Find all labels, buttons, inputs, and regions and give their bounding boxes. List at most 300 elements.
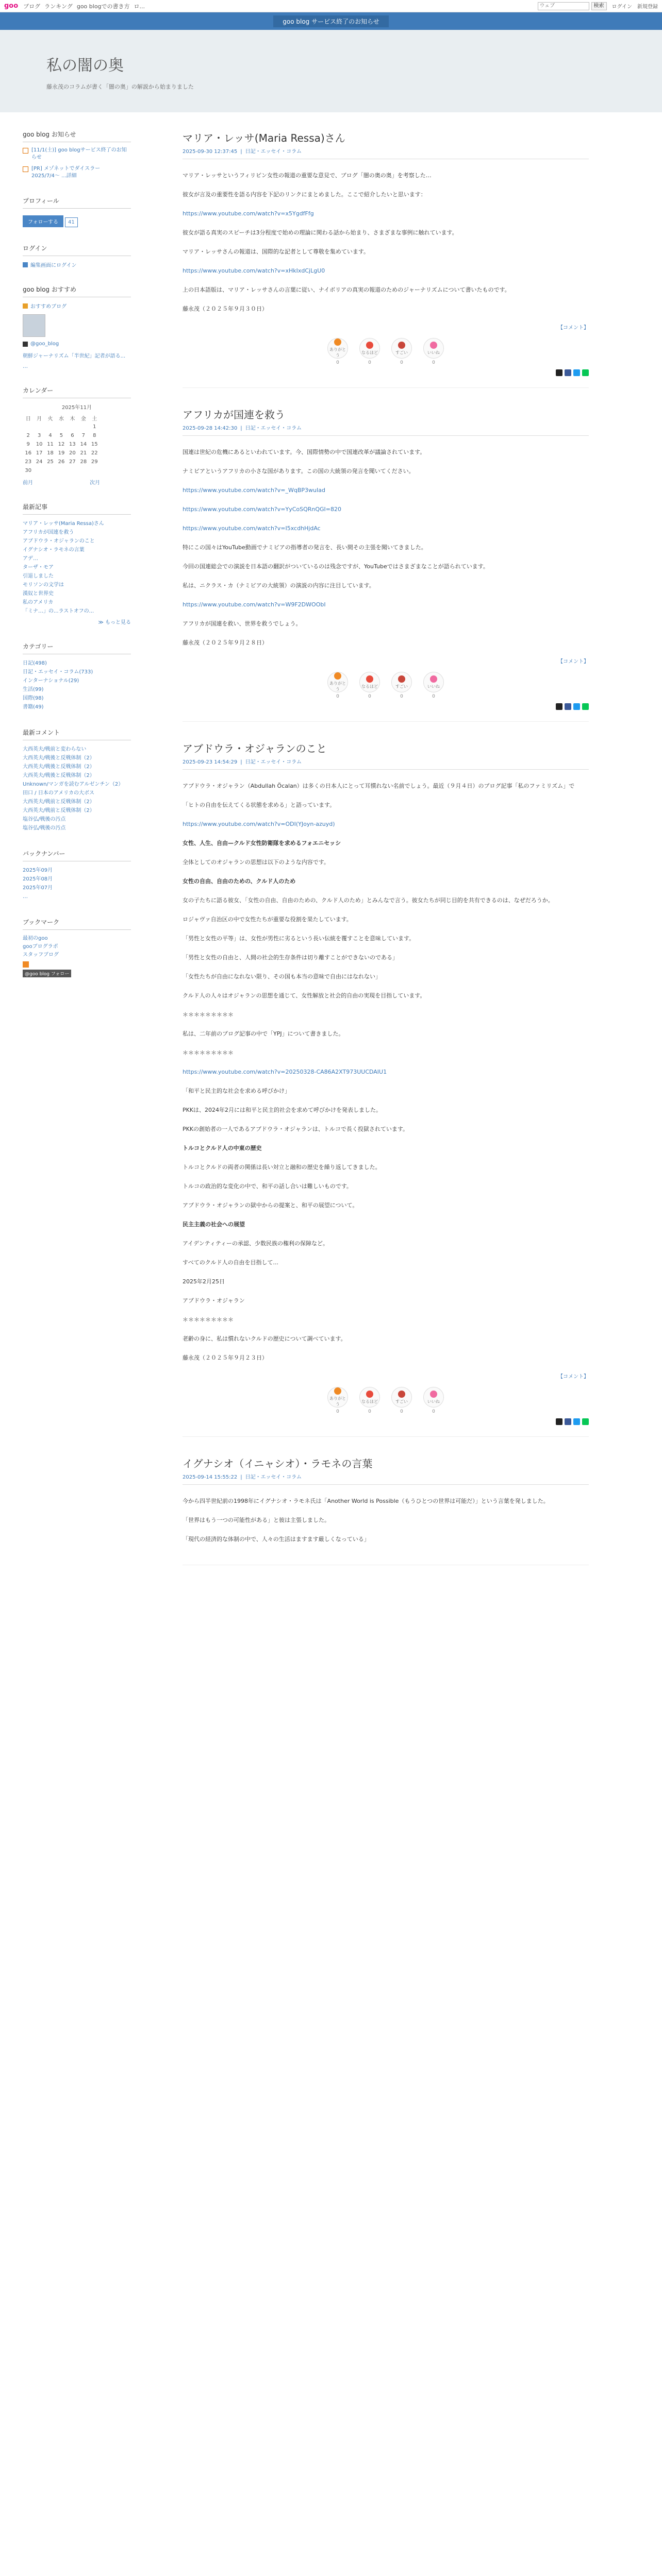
facebook-share-icon[interactable] <box>565 1418 571 1425</box>
recent-more-link[interactable]: ≫ もっと見る <box>98 620 131 625</box>
list-item[interactable]: マリア・レッサ(Maria Ressa)さん <box>23 521 104 527</box>
paragraph: PKKは、2024年2月には和平と民主的社会を求めて呼びかけを発表しました。 <box>183 1107 382 1113</box>
notice-item[interactable] <box>23 147 131 161</box>
paragraph: アブドウラ・オジャラン（Abdullah Öcalan）は多くの日本人にとって耳慣れない名前でしょう。最近（９月４日）のブログ記事「私のファミリズム」で <box>183 783 575 789</box>
entry-date: 2025-09-14 15:55:22 <box>183 1475 238 1480</box>
video-link[interactable]: https://www.youtube.com/watch?v=x5YgdfFfg <box>183 210 314 217</box>
blog-entry <box>183 130 589 388</box>
stamp-icon <box>366 342 373 349</box>
stamp-count: 0 <box>368 694 371 699</box>
calendar-day[interactable]: 22 <box>91 450 98 456</box>
calendar-day[interactable]: 1 <box>93 424 96 430</box>
entry-body <box>183 447 589 648</box>
nav-ranking[interactable]: ランキング <box>44 3 73 10</box>
nav-more[interactable]: ロ... <box>134 3 145 10</box>
avatar[interactable] <box>23 314 45 337</box>
bookmark-box <box>23 918 131 977</box>
list-item[interactable]: アフリカが国連を救う <box>23 530 74 535</box>
feed-row <box>23 961 131 968</box>
line-share-icon[interactable] <box>582 369 589 376</box>
share-row <box>183 703 589 710</box>
stamp-count: 0 <box>336 694 339 699</box>
calendar-day[interactable]: 18 <box>47 450 54 456</box>
paragraph: 今回の国連総会での演説を日本語の翻訳がついているのは残念ですが、YouTubeではさまざまなことが語られています。 <box>183 563 489 570</box>
calendar-day[interactable] <box>34 466 44 475</box>
prev-month-link[interactable]: 前月 <box>23 480 33 486</box>
list-item[interactable]: 2025年08月 <box>23 876 53 882</box>
recommend-box <box>23 285 131 369</box>
entry-title[interactable]: マリア・レッサ(Maria Ressa)さん <box>183 132 345 144</box>
calendar-day[interactable] <box>89 466 100 475</box>
stamp-count: 0 <box>368 360 371 365</box>
login-heading: ログイン <box>23 244 131 256</box>
recent-box <box>23 502 131 625</box>
video-link[interactable]: https://www.youtube.com/watch?v=20250328-CA86A2XT973UUCDAIU1 <box>183 1069 387 1075</box>
paragraph: 国連は世紀の危機にあるといわれています。今、国際情勢の中で国連改革が議論されています。 <box>183 449 426 455</box>
paragraph: 「和平と民主的な社会を求める呼びかけ」 <box>183 1088 290 1094</box>
list-item[interactable]: 大西英夫/戦後と反戦体制（2） <box>23 764 95 770</box>
paragraph: 上の日本語版は、マリア・レッサさんの言葉に従い、ナイボリアの真実の報道のためのジャーナリズムについて書いたものです。 <box>183 286 510 293</box>
paragraph: 彼女が言及の重要性を語る内容を下記のリンクにまとめました。ここで紹介したいと思います： <box>183 191 426 198</box>
nav-howto[interactable]: goo blogでの書き方 <box>76 3 130 10</box>
paragraph: 私は、ニクラス・カ（ナミビアの大統領）の演説の内容に注目しています。 <box>183 582 375 589</box>
calendar-day[interactable] <box>45 422 56 431</box>
section-heading: トルコとクルド人の中東の歴史 <box>183 1145 262 1151</box>
stamp-button[interactable] <box>423 338 444 365</box>
list-item[interactable]: 大西英夫/戦前と変わらない <box>23 747 87 752</box>
share-row <box>183 369 589 376</box>
stamp-circle[interactable] <box>327 1387 348 1408</box>
blog-entry <box>183 740 589 1437</box>
weekday: 水 <box>58 416 64 422</box>
entry-category[interactable]: 日記・エッセイ・コラム <box>245 1475 302 1480</box>
sidebar <box>23 130 131 1584</box>
calendar-day[interactable]: 24 <box>36 459 43 465</box>
list-item[interactable]: インターナショナル(29) <box>23 678 79 684</box>
blog-title[interactable]: 私の闇の奥 <box>46 57 124 75</box>
facebook-share-icon[interactable] <box>565 703 571 710</box>
calendar-day[interactable]: 5 <box>59 433 63 438</box>
stamp-button[interactable] <box>327 672 348 699</box>
paragraph: ナミビアというアフリカの小さな国があります。この国の大統領の発言を聞いてください。 <box>183 468 415 474</box>
stamp-circle[interactable] <box>423 338 444 359</box>
video-link[interactable]: https://www.youtube.com/watch?v=ODI(YJoyn-azuyd) <box>183 821 335 827</box>
list-item[interactable]: 生活(99) <box>23 687 44 692</box>
list-item[interactable]: 日記(498) <box>23 660 47 666</box>
stamp-count: 0 <box>336 1409 339 1414</box>
list-item[interactable]: モリソンの文学は <box>23 582 64 588</box>
list-item[interactable]: アデ… <box>23 556 38 562</box>
x-share-icon[interactable] <box>556 369 562 376</box>
comments-box <box>23 728 131 833</box>
entry-meta: 2025-09-23 14:54:29 | 日記・エッセイ・コラム <box>183 757 589 770</box>
list-item[interactable]: 「ミナ…」の...ラストオフの... <box>23 608 94 614</box>
calendar-day[interactable]: 15 <box>91 442 98 447</box>
paragraph: トルコとクルドの両者の関係は長い対立と融和の歴史を繰り返してきました。 <box>183 1164 381 1171</box>
stamp-icon <box>430 342 437 349</box>
calendar-day[interactable]: 17 <box>36 450 43 456</box>
stamp-label: なるほど <box>361 350 378 355</box>
list-item[interactable]: ターザ・モア <box>23 565 54 570</box>
calendar-table <box>23 414 100 475</box>
stamp-circle[interactable] <box>359 672 380 692</box>
calendar-day[interactable]: 30 <box>25 468 32 473</box>
paragraph: アフリカが国連を救い、世界を救うでしょう。 <box>183 620 302 627</box>
register-link[interactable]: 新規登録 <box>637 4 658 10</box>
weekday: 木 <box>70 416 75 422</box>
calendar-day[interactable] <box>45 466 56 475</box>
calendar-day[interactable]: 29 <box>91 459 98 465</box>
stamp-icon <box>398 1391 405 1398</box>
paragraph: PKKの創始者の一人であるアブドウラ・オジャランは、トルコで長く投獄されています。 <box>183 1126 408 1132</box>
recommend-label[interactable]: … <box>23 364 28 369</box>
calendar-day[interactable]: 27 <box>69 459 76 465</box>
entry-category[interactable]: 日記・エッセイ・コラム <box>245 759 302 765</box>
list-item[interactable]: 大西英夫/戦後と反戦体制（2） <box>23 755 95 761</box>
stamp-count: 0 <box>336 360 339 365</box>
section-heading: 女性、人生、自由—クルド女性防衛隊を求めるフォエニセッシ <box>183 840 341 846</box>
calendar-day[interactable]: 3 <box>37 433 41 438</box>
login-link[interactable]: ログイン <box>611 4 632 10</box>
list-item[interactable]: 大西英夫/戦後と反戦体制（2） <box>23 773 95 778</box>
search-input[interactable] <box>538 2 589 10</box>
category-heading: カテゴリー <box>23 642 131 654</box>
nav-blog[interactable]: ブログ <box>23 3 41 10</box>
calendar-nav <box>23 478 100 486</box>
stamp-button[interactable] <box>391 672 412 699</box>
hatena-share-icon[interactable] <box>573 1418 580 1425</box>
calendar-day[interactable]: 19 <box>58 450 65 456</box>
paragraph: アブドウラ・オジャラン <box>183 1297 245 1304</box>
paragraph: アブドウラ・オジャランの獄中からの提案と、和平の展望について。 <box>183 1202 358 1209</box>
video-link[interactable]: https://www.youtube.com/watch?v=xHkIxdCjLgU0 <box>183 267 325 274</box>
next-month-link[interactable]: 次月 <box>90 480 100 486</box>
calendar-day[interactable]: 7 <box>81 433 85 438</box>
list-item[interactable]: イグナシオ・ラモネの言葉 <box>23 547 85 553</box>
entry-body <box>183 781 589 1363</box>
paragraph: マリア・レッサさんの報道は、国際的な記者として尊敬を集めています。 <box>183 248 370 255</box>
list-item[interactable]: 漢奴と世界史 <box>23 591 54 597</box>
paragraph: 今から四半世紀前の1998年にイグナシオ・ラモネ氏は「Another World is Possible（もうひとつの世界は可能だ）」という言葉を発しました。 <box>183 1498 549 1504</box>
stamp-button[interactable] <box>327 1387 348 1414</box>
feed-row <box>23 970 131 977</box>
stamp-count: 0 <box>432 360 435 365</box>
stamp-button[interactable] <box>423 672 444 699</box>
calendar-day[interactable] <box>67 466 78 475</box>
service-end-banner[interactable] <box>0 12 662 30</box>
calendar-weekdays <box>23 414 100 422</box>
paragraph: 私は、二年前のブログ記事の中で「YPJ」について書きました。 <box>183 1030 344 1037</box>
calendar-day[interactable]: 28 <box>80 459 87 465</box>
category-list <box>23 659 131 711</box>
stamp-label: いいね <box>427 1399 440 1404</box>
recommend-label[interactable]: 朝鮮ジャーナリズム「半世紀」記者が語る... <box>23 353 126 359</box>
entry-title[interactable]: アフリカが国連を救う <box>183 409 285 421</box>
stamp-label: すごい <box>395 684 408 689</box>
stamp-button[interactable] <box>423 1387 444 1414</box>
calendar-heading: カレンダー <box>23 386 131 398</box>
stamp-circle[interactable] <box>359 1387 380 1408</box>
stamp-circle[interactable] <box>391 338 412 359</box>
hatena-share-icon[interactable] <box>573 703 580 710</box>
weekday: 土 <box>92 416 97 422</box>
paragraph: ロジャヴァ自治区の中で女性たちが重要な役割を果たしています。 <box>183 916 352 923</box>
stamp-circle[interactable] <box>359 338 380 359</box>
paragraph: 2025年2月25日 <box>183 1278 225 1285</box>
stamp-count: 0 <box>432 1409 435 1414</box>
calendar-day[interactable]: 6 <box>71 433 74 438</box>
list-item[interactable]: 塩谷弘/戦後の汚点 <box>23 825 66 831</box>
line-share-icon[interactable] <box>582 703 589 710</box>
bookmark-heading: ブックマーク <box>23 918 131 930</box>
list-item[interactable]: スタッフブログ <box>23 952 59 958</box>
recommend-label[interactable]: @goo_blog <box>30 341 59 347</box>
stamp-count: 0 <box>432 694 435 699</box>
weekday: 月 <box>37 416 42 422</box>
list-item[interactable]: 私のアメリカ <box>23 600 54 605</box>
calendar-day[interactable]: 23 <box>25 459 32 465</box>
stamp-icon <box>398 342 405 349</box>
paragraph: トルコの政治的な変化の中で、和平の話し合いは難しいものです。 <box>183 1183 352 1190</box>
recommend-item[interactable] <box>23 364 131 369</box>
notice-box <box>23 130 131 180</box>
edit-login-label[interactable]: 編集画面にログイン <box>30 263 77 268</box>
goo-logo[interactable]: goo <box>4 2 19 10</box>
list-item[interactable]: アブドウラ・オジャランのこと <box>23 538 95 544</box>
separator: ＊＊＊＊＊＊＊＊＊ <box>183 1049 234 1056</box>
profile-box <box>23 196 131 227</box>
paragraph: 「女性たちが自由になれない限り、その国も本当の意味で自由にはなれない」 <box>183 973 381 980</box>
calendar-day[interactable] <box>23 422 34 431</box>
weekday: 火 <box>47 416 53 422</box>
signature: 藤永茂（２０２５年９月２３日） <box>183 1354 268 1361</box>
follow-button[interactable]: フォローする <box>23 215 63 227</box>
paragraph: 「男性と女性の自由と、人間の社会的生存条件は切り離すことができないのである」 <box>183 954 398 961</box>
stamp-icon <box>334 672 341 680</box>
stamp-button[interactable] <box>327 338 348 365</box>
stamp-icon <box>366 1391 373 1398</box>
stamp-circle[interactable] <box>423 1387 444 1408</box>
list-item[interactable]: 最初のgoo <box>23 936 48 941</box>
list-item[interactable]: 大西英夫/戦前と反戦体制（2） <box>23 808 95 814</box>
recent-list <box>23 519 131 616</box>
notice-link[interactable]: [PR] メゾネットでダイスラー 2025/7/4〜 ...詳細 <box>31 166 106 179</box>
stamp-row <box>183 672 589 699</box>
paragraph: すべてのクルド人の自由を目指して... <box>183 1259 278 1266</box>
list-item[interactable]: … <box>23 894 28 900</box>
notice-heading: goo blog お知らせ <box>23 130 131 142</box>
x-icon <box>23 342 28 347</box>
calendar-week <box>23 440 100 449</box>
stamp-icon <box>334 338 341 346</box>
calendar-day[interactable] <box>56 466 67 475</box>
calendar-day[interactable] <box>78 422 89 431</box>
stamp-label: ありがとう <box>329 347 346 358</box>
stamp-count: 0 <box>368 1409 371 1414</box>
comment-link[interactable]: 【コメント】 <box>558 1374 589 1380</box>
blog-entry <box>183 1455 589 1565</box>
calendar-day[interactable] <box>56 422 67 431</box>
stamp-circle[interactable] <box>327 672 348 692</box>
list-item[interactable]: 書籍(49) <box>23 704 44 710</box>
calendar-day[interactable]: 11 <box>47 442 54 447</box>
calendar-day[interactable]: 16 <box>25 450 32 456</box>
entry-title[interactable]: イグナシオ（イニャシオ）・ラモネの言葉 <box>183 1458 373 1470</box>
stamp-icon <box>366 675 373 683</box>
entry-body <box>183 171 589 314</box>
stamp-count: 0 <box>400 360 403 365</box>
video-link[interactable]: https://www.youtube.com/watch?v=YyCoSQRnQGI=820 <box>183 506 342 513</box>
notice-item[interactable] <box>23 165 131 180</box>
entry-meta: 2025-09-28 14:42:30 | 日記・エッセイ・コラム <box>183 423 589 436</box>
stamp-label: すごい <box>395 350 408 355</box>
edit-login-link[interactable] <box>23 261 131 268</box>
stamp-row <box>183 1387 589 1414</box>
stamp-circle[interactable] <box>423 672 444 692</box>
weekday: 金 <box>80 416 86 422</box>
notice-icon <box>23 148 28 154</box>
share-row <box>183 1418 589 1425</box>
star-icon <box>23 303 28 309</box>
calendar-day[interactable]: 8 <box>93 433 96 438</box>
line-share-icon[interactable] <box>582 1418 589 1425</box>
stamp-button[interactable] <box>359 672 380 699</box>
calendar-day[interactable]: 20 <box>69 450 76 456</box>
comments-list <box>23 745 131 833</box>
paragraph: 女の子たちに語る彼女、「女性の自由、自由のための、クルド人のため」とみんなで言う。彼女たちが同じ目的を共有できるのは、なぜだろうか。 <box>183 897 554 904</box>
stamp-circle[interactable] <box>391 1387 412 1408</box>
search-area <box>538 2 658 10</box>
goo-follow-badge[interactable]: @goo blog フォロー <box>23 970 71 977</box>
x-share-icon[interactable] <box>556 703 562 710</box>
entry-category[interactable]: 日記・エッセイ・コラム <box>245 426 302 431</box>
calendar-week <box>23 466 100 475</box>
calendar-day[interactable]: 12 <box>58 442 65 447</box>
list-item[interactable]: 2025年09月 <box>23 868 53 873</box>
backnumber-box <box>23 849 131 901</box>
entry-category[interactable]: 日記・エッセイ・コラム <box>245 149 302 155</box>
calendar-week <box>23 449 100 457</box>
calendar-day[interactable]: 14 <box>80 442 87 447</box>
list-item[interactable]: Unknown/マンガを読むアルゼンチン（2） <box>23 782 124 787</box>
paragraph: 「現代の経済的な体制の中で、人々の生活はますます厳しくなっている」 <box>183 1536 370 1543</box>
list-item[interactable]: 田口 / 日本のアメリカの大ボス <box>23 790 95 796</box>
calendar-week <box>23 422 100 431</box>
list-item[interactable]: 引退しました <box>23 573 54 579</box>
stamp-count: 0 <box>400 1409 403 1414</box>
calendar-day[interactable]: 13 <box>69 442 76 447</box>
entry-title[interactable]: アブドウラ・オジャランのこと <box>183 742 327 755</box>
calendar-day[interactable] <box>78 466 89 475</box>
main-content <box>183 130 589 1584</box>
list-item[interactable]: 塩谷弘/戦後の汚点 <box>23 817 66 822</box>
calendar-day[interactable]: 26 <box>58 459 65 465</box>
recommend-label[interactable]: おすすめブログ <box>30 304 67 310</box>
hatena-share-icon[interactable] <box>573 369 580 376</box>
profile-heading: プロフィール <box>23 196 131 209</box>
calendar-week <box>23 431 100 440</box>
stamp-icon <box>430 675 437 683</box>
rss-icon[interactable] <box>23 961 29 968</box>
separator: ＊＊＊＊＊＊＊＊＊ <box>183 1011 234 1018</box>
video-link[interactable]: https://www.youtube.com/watch?v=I5xcdhHjdAc <box>183 525 321 532</box>
weekday: 日 <box>25 416 31 422</box>
list-item[interactable]: 大西英夫/戦前と反戦体制（2） <box>23 799 95 805</box>
pen-icon <box>23 262 28 267</box>
stamp-label: いいね <box>427 350 440 355</box>
stamp-button[interactable] <box>359 1387 380 1414</box>
paragraph: 全体としてのオジャランの思想は以下のような内容です。 <box>183 859 329 866</box>
facebook-share-icon[interactable] <box>565 369 571 376</box>
paragraph: クルド人の人々はオジャランの思想を通じて、女性解放と社会的自由の実現を目指しています。 <box>183 992 426 999</box>
list-item[interactable]: gooブログラポ <box>23 944 58 950</box>
calendar-box <box>23 386 131 486</box>
backnumber-list <box>23 866 131 901</box>
calendar-week <box>23 457 100 466</box>
entry-date: 2025-09-30 12:37:45 <box>183 149 238 155</box>
entry-date: 2025-09-23 14:54:29 <box>183 759 238 765</box>
calendar-day[interactable] <box>34 422 44 431</box>
stamp-circle[interactable] <box>391 672 412 692</box>
top-bar <box>0 0 662 12</box>
x-share-icon[interactable] <box>556 1418 562 1425</box>
section-heading: 女性の自由、自由のための、クルド人のため <box>183 878 296 885</box>
stamp-label: なるほど <box>361 1399 378 1404</box>
paragraph: 「ヒトの自由を伝えてくる状態を求める」と語っています。 <box>183 802 336 808</box>
paragraph: 「男性と女性の平等」は、女性が男性に劣るという長い伝統を覆すことを意味しています。 <box>183 935 415 942</box>
list-item[interactable]: 2025年07月 <box>23 885 53 891</box>
follower-count: 41 <box>65 217 78 227</box>
entry-body <box>183 1496 589 1544</box>
comment-link[interactable]: 【コメント】 <box>558 325 589 331</box>
list-item[interactable]: 国際(98) <box>23 696 44 701</box>
video-link[interactable]: https://www.youtube.com/watch?v=W9F2DWOObI <box>183 601 326 608</box>
calendar-day[interactable]: 9 <box>26 442 30 447</box>
list-item[interactable]: 日記・エッセイ・コラム(733) <box>23 669 93 675</box>
stamp-button[interactable] <box>359 338 380 365</box>
calendar-day[interactable]: 21 <box>80 450 87 456</box>
blog-header <box>0 30 662 112</box>
category-box <box>23 642 131 711</box>
recommend-item[interactable] <box>23 351 131 359</box>
stamp-label: すごい <box>395 1399 408 1404</box>
comment-link[interactable]: 【コメント】 <box>558 659 589 665</box>
entry-meta: 2025-09-30 12:37:45 | 日記・エッセイ・コラム <box>183 147 589 159</box>
calendar-day[interactable] <box>67 422 78 431</box>
search-button[interactable]: 検索 <box>591 2 607 10</box>
video-link[interactable]: https://www.youtube.com/watch?v=_WqBP3wuIad <box>183 487 325 494</box>
stamp-label: ありがとう <box>329 1396 346 1406</box>
calendar-day[interactable]: 2 <box>26 433 30 438</box>
stamp-row <box>183 338 589 365</box>
separator: ＊＊＊＊＊＊＊＊＊ <box>183 1316 234 1323</box>
calendar-day[interactable]: 25 <box>47 459 54 465</box>
backnumber-heading: バックナンバー <box>23 849 131 861</box>
comments-heading: 最新コメント <box>23 728 131 740</box>
banner-text[interactable]: goo blog サービス終了のお知らせ <box>273 15 388 27</box>
entry-meta: 2025-09-14 15:55:22 | 日記・エッセイ・コラム <box>183 1472 589 1485</box>
bookmark-list <box>23 935 131 959</box>
signature: 藤永茂（２０２５年９月２８日） <box>183 639 268 646</box>
notice-link[interactable]: [11/1(土)] goo blogサービス終了のお知らせ <box>31 147 127 160</box>
calendar-day[interactable]: 10 <box>36 442 43 447</box>
recommend-item[interactable] <box>23 302 131 310</box>
stamp-button[interactable] <box>391 1387 412 1414</box>
stamp-button[interactable] <box>391 338 412 365</box>
stamp-circle[interactable] <box>327 338 348 359</box>
calendar-day[interactable]: 4 <box>48 433 52 438</box>
recommend-item[interactable] <box>23 341 131 347</box>
